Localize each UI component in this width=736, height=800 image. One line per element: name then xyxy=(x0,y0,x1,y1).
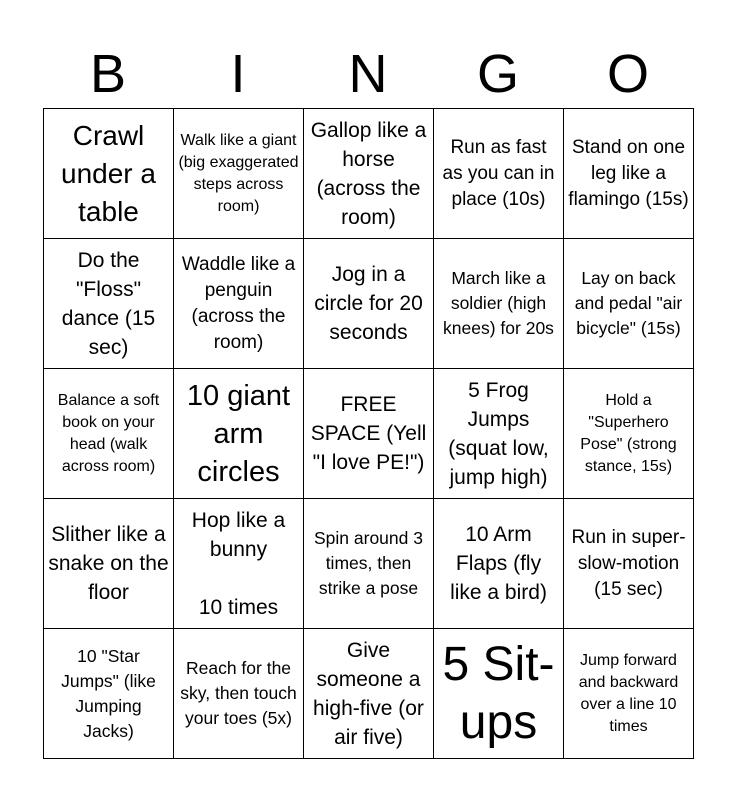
bingo-cell[interactable]: Run in super-slow-motion (15 sec) xyxy=(564,499,694,629)
bingo-cell[interactable]: 10 Arm Flaps (fly like a bird) xyxy=(434,499,564,629)
bingo-row-4 xyxy=(44,499,694,629)
bingo-row-5 xyxy=(44,629,694,759)
bingo-header xyxy=(43,40,693,108)
bingo-cell[interactable]: Gallop like a horse (across the room) xyxy=(304,109,434,239)
bingo-cell[interactable]: Waddle like a penguin (across the room) xyxy=(174,239,304,369)
bingo-cell[interactable]: 5 Frog Jumps (squat low, jump high) xyxy=(434,369,564,499)
bingo-cell[interactable]: Run as fast as you can in place (10s) xyxy=(434,109,564,239)
bingo-cell[interactable]: Spin around 3 times, then strike a pose xyxy=(304,499,434,629)
bingo-cell[interactable]: Slither like a snake on the floor xyxy=(44,499,174,629)
bingo-cell[interactable]: Hold a "Superhero Pose" (strong stance, 15s) xyxy=(564,369,694,499)
bingo-cell[interactable]: Jump forward and backward over a line 10 times xyxy=(564,629,694,759)
bingo-cell[interactable]: 5 Sit-ups xyxy=(434,629,564,759)
header-letter-n: N xyxy=(348,44,388,104)
bingo-card-grid xyxy=(43,108,694,759)
header-letter-i: I xyxy=(230,44,246,104)
bingo-cell[interactable]: Reach for the sky, then touch your toes (5x) xyxy=(174,629,304,759)
bingo-cell[interactable]: Stand on one leg like a flamingo (15s) xyxy=(564,109,694,239)
header-letter-o: O xyxy=(606,44,649,104)
bingo-cell[interactable]: Jog in a circle for 20 seconds xyxy=(304,239,434,369)
bingo-cell free-space[interactable]: FREE SPACE (Yell "I love PE!") xyxy=(304,369,434,499)
bingo-cell[interactable]: 10 giant arm circles xyxy=(174,369,304,499)
header-letter-b: B xyxy=(89,44,127,104)
bingo-cell[interactable]: Lay on back and pedal "air bicycle" (15s) xyxy=(564,239,694,369)
bingo-row-3 xyxy=(44,369,694,499)
bingo-cell[interactable]: 10 "Star Jumps" (like Jumping Jacks) xyxy=(44,629,174,759)
bingo-cell[interactable]: Do the "Floss" dance (15 sec) xyxy=(44,239,174,369)
bingo-cell[interactable]: Balance a soft book on your head (walk across room) xyxy=(44,369,174,499)
bingo-row-2 xyxy=(44,239,694,369)
bingo-cell[interactable]: March like a soldier (high knees) for 20s xyxy=(434,239,564,369)
header-letter-g: G xyxy=(476,44,519,104)
bingo-cell[interactable]: Hop like a bunny 10 times xyxy=(174,499,304,629)
bingo-row-1 xyxy=(44,109,694,239)
bingo-cell[interactable]: Give someone a high-five (or air five) xyxy=(304,629,434,759)
bingo-cell[interactable]: Walk like a giant (big exaggerated steps across room) xyxy=(174,109,304,239)
bingo-cell[interactable]: Crawl under a table xyxy=(44,109,174,239)
